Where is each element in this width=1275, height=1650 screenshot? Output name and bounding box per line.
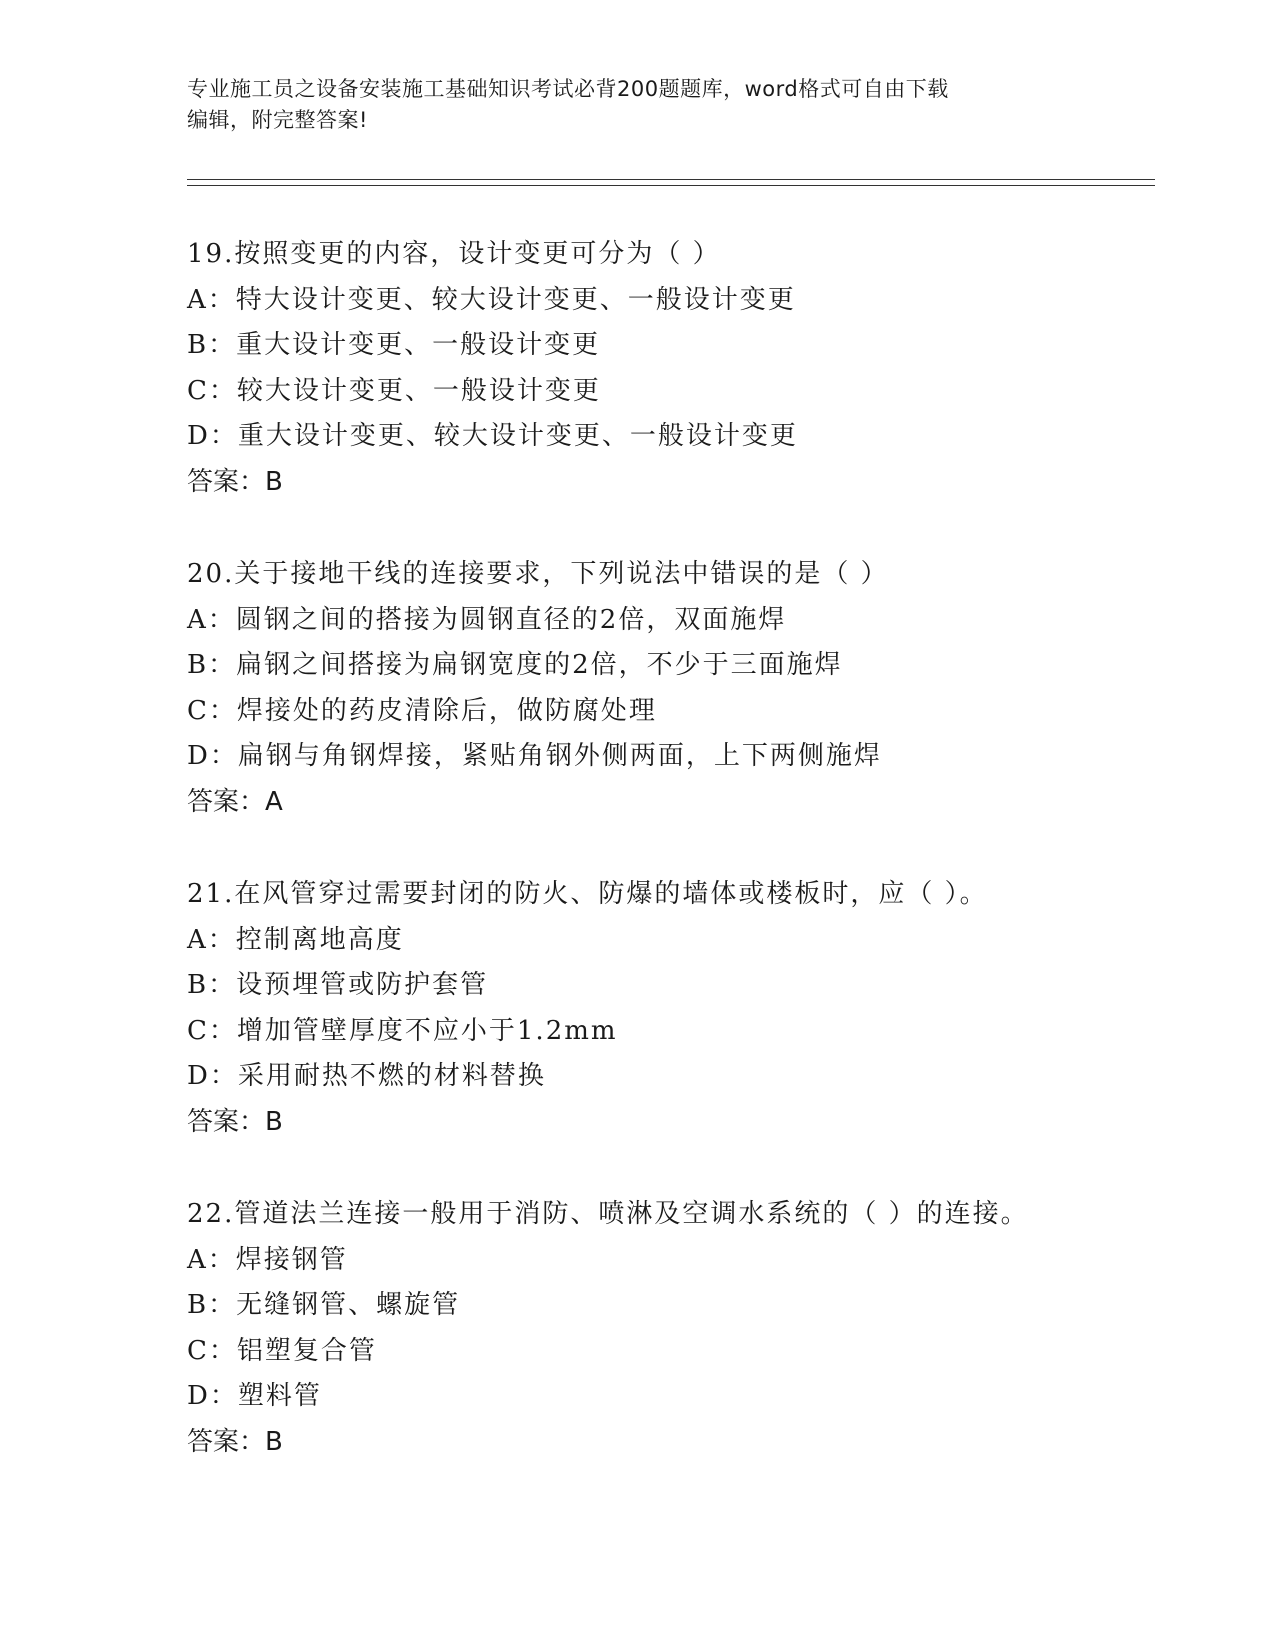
option-a: A：圆钢之间的搭接为圆钢直径的2倍，双面施焊 — [187, 604, 787, 635]
option-d: D：塑料管 — [187, 1381, 322, 1411]
answer: 答案：B — [187, 1106, 283, 1137]
question-stem: 19.按照变更的内容，设计变更可分为（ ） — [187, 239, 721, 269]
question-stem: 22.管道法兰连接一般用于消防、喷淋及空调水系统的（ ）的连接。 — [187, 1199, 1029, 1229]
option-b: B：无缝钢管、螺旋管 — [187, 1290, 461, 1320]
option-c: C：增加管壁厚度不应小于1.2mm — [187, 1015, 618, 1046]
option-a: A：焊接钢管 — [187, 1244, 348, 1275]
answer: 答案：A — [187, 786, 283, 817]
question-stem: 20.关于接地干线的连接要求，下列说法中错误的是（ ） — [187, 559, 889, 589]
question-20 — [187, 552, 1155, 872]
option-b: B：扁钢之间搭接为扁钢宽度的2倍，不少于三面施焊 — [187, 650, 843, 680]
header-divider — [187, 179, 1155, 186]
option-d: D：重大设计变更、较大设计变更、一般设计变更 — [187, 421, 798, 451]
header-title-line-1: 专业施工员之设备安装施工基础知识考试必背200题题库，word格式可自由下载 — [187, 77, 949, 101]
option-c: C：较大设计变更、一般设计变更 — [187, 375, 601, 406]
question-21 — [187, 872, 1155, 1192]
option-b: B：设预埋管或防护套管 — [187, 970, 489, 1000]
option-b: B：重大设计变更、一般设计变更 — [187, 330, 601, 360]
answer: 答案：B — [187, 1426, 283, 1457]
option-a: A：控制离地高度 — [187, 924, 404, 955]
option-a: A：特大设计变更、较大设计变更、一般设计变更 — [187, 284, 796, 315]
answer: 答案：B — [187, 466, 283, 497]
question-stem: 21.在风管穿过需要封闭的防火、防爆的墙体或楼板时，应（ ）。 — [187, 879, 988, 909]
document-header — [187, 74, 1067, 136]
option-d: D：扁钢与角钢焊接，紧贴角钢外侧两面，上下两侧施焊 — [187, 741, 882, 771]
question-22 — [187, 1192, 1155, 1512]
option-c: C：铝塑复合管 — [187, 1335, 377, 1366]
question-list — [187, 232, 1155, 1512]
option-c: C：焊接处的药皮清除后，做防腐处理 — [187, 695, 657, 726]
header-title-line-2: 编辑，附完整答案! — [187, 108, 368, 132]
question-19 — [187, 232, 1155, 552]
option-d: D：采用耐热不燃的材料替换 — [187, 1061, 546, 1091]
